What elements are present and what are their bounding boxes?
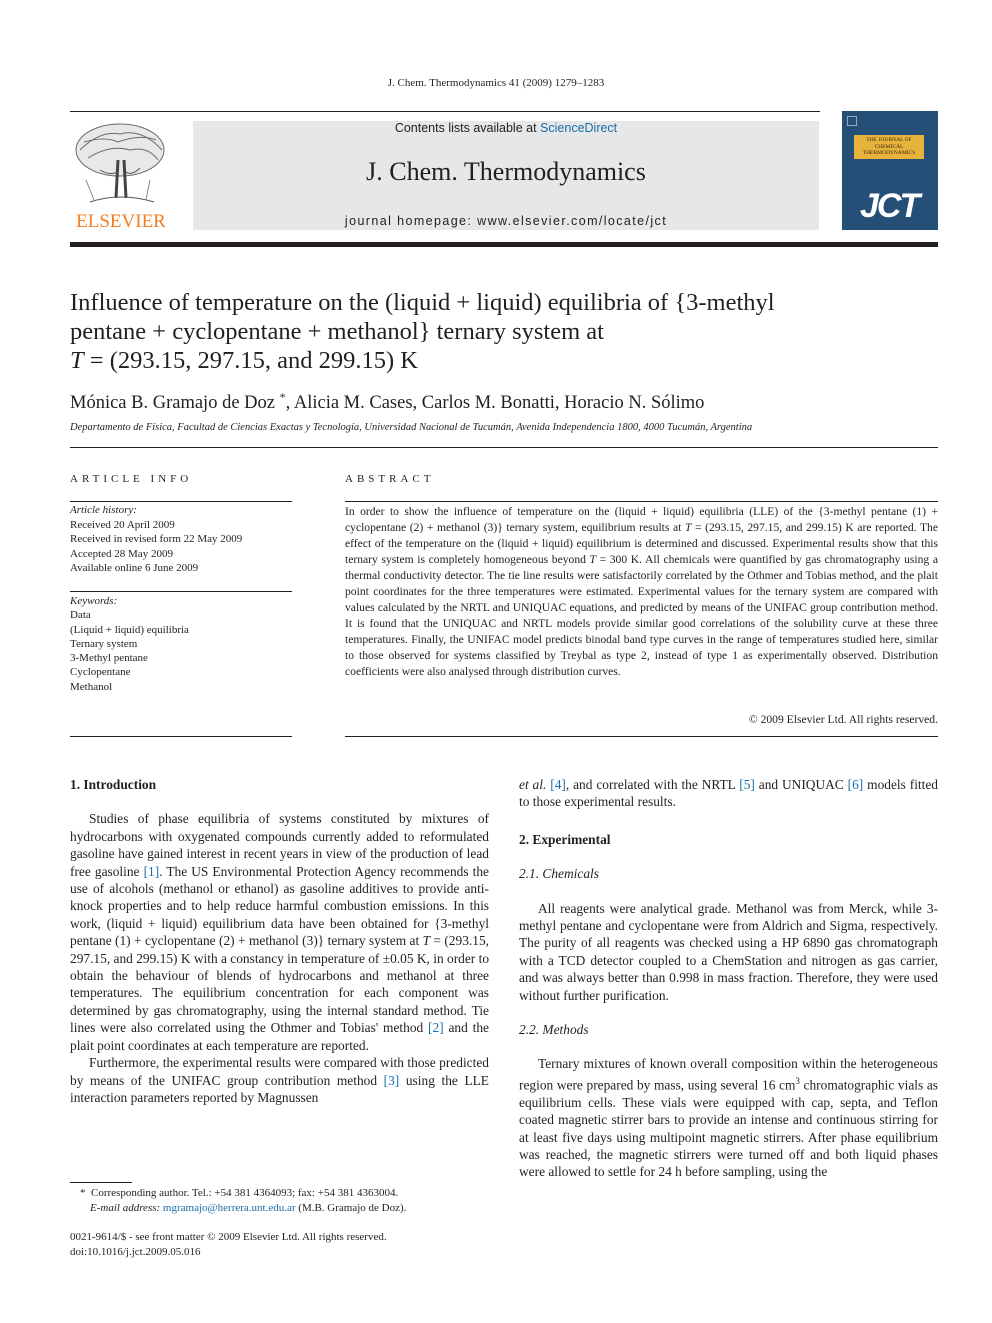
citation-link[interactable]: [2] (428, 1020, 444, 1036)
citation-link[interactable]: [1] (143, 863, 160, 879)
affiliation: Departamento de Física, Facultad de Ciencias Exactas y Tecnología, Universidad Nacional de Tucumán, Avenida Independencia 1800, 4000 Tucumán, Argentina (70, 422, 753, 433)
keyword-item: Data (70, 609, 91, 622)
abstract-text: In order to show the influence of temperature on the (liquid + liquid) equilibria (LLE) of the {3-methyl pentane (1) + cyclopentane (2) + methanol (3)} ternary system, equilibrium results at T = (293.15, 297.15, and 299.15) K are reported. The effect of the temperature on the (liquid + liquid) equilibrium is determined and discussed. Experimental results show that this ternary system is completely homogeneous beyond T = 300 K. All chemicals were quantified by gas chromatography using a thermal conductivity detector. The tie line results were satisfactorily correlated by the Othmer and Tobias method, and the plait point coordinates for the three temperatures were estimated. Experimental values for the ternary system are compared with values calculated by the NRTL and UNIQUAC equations, and predicted by means of the UNIFAC group contribution method. It is found that the UNIQUAC and NRTL models provide similar good correlations of the solubility curve at these three temperatures. Finally, the UNIFAC model predicts binodal band type curves in the range of temperatures studied here, similar to those observed for systems classified by Treybal as type 2, instead of type 1 as experimentally observed. Distribution coefficients were also analysed through distribution curves. (345, 505, 938, 678)
article-title: Influence of temperature on the (liquid + liquid) equilibria of {3-methyl pentane + cyclopentane + methanol} ternary system at T = (293.15, 297.15, and 299.15) K (70, 289, 775, 374)
sciencedirect-link[interactable]: ScienceDirect (540, 121, 618, 135)
citation-link[interactable]: [6] (847, 777, 864, 792)
abstract-rule (345, 501, 938, 502)
journal-cover[interactable] (842, 111, 938, 230)
citation-link[interactable]: [5] (739, 777, 755, 792)
article-info-rule (70, 501, 292, 502)
email-link[interactable]: mgramajo@herrera.unt.edu.ar (162, 1201, 296, 1214)
intro-paragraph-2: Furthermore, the experimental results were compared with those predicted by means of the UNIFAC group contribution method [3] using the LLE interaction parameters reported by Magnussen (70, 1055, 489, 1105)
subsection-heading-methods: 2.2. Methods (519, 1022, 589, 1038)
history-item: Received in revised form 22 May 2009 (70, 533, 243, 545)
intro-paragraph-2-continued: et al. [4], and correlated with the NRTL [5] and UNIQUAC [6] models fitted to those experimental results. (519, 777, 938, 810)
elsevier-wordmark: ELSEVIER (76, 211, 166, 232)
article-info-heading: ARTICLE INFO (70, 473, 193, 485)
affiliation-rule (70, 447, 938, 448)
chemicals-paragraph: All reagents were analytical grade. Methanol was from Merck, while 3-methyl pentane and cyclopentane were from Aldrich and Sigma, respectively. The purity of all reagents was checked using a HP 6890 gas chromatograph with a TCD detector coupled to a ChemStation and nitrogen as gas carrier, and was always better than 0.998 in mass fraction. Therefore, they were used without further purification. (519, 900, 938, 1003)
body-left-column (70, 776, 489, 1106)
abstract-copyright: © 2009 Elsevier Ltd. All rights reserved. (748, 713, 938, 726)
intro-paragraph-1: Studies of phase equilibria of systems constituted by mixtures of hydrocarbons with oxygenated compounds currently added to reformulated gasoline have gained interest in recent years in view of the production of lead free gasoline [1]. The US Environmental Protection Agency recommends the use of alcohols (methanol or ethanol) as gasoline additives to provide anti-knock properties and to help reduce harmful combustion emissions. In this work, (liquid + liquid) equilibrium data have been obtained for {3-methyl pentane (1) + cyclopentane (2) + methanol (3)} ternary system at T = (293.15, 297.15, and 299.15) K with a constancy in temperature of ±0.05 K, in order to obtain the behaviour of blends of hydrocarbons and methanol at three temperatures. The equilibrium concentration for each component was determined by gas chromatography, using the internal standard method. Tie lines were also correlated using the Othmer and Tobias' method [2] and the plait point coordinates at each temperature are reported. (70, 811, 490, 1053)
cover-jct-logo: JCT (860, 187, 919, 225)
citation-link[interactable]: [4] (550, 777, 566, 792)
author-primary: Mónica B. Gramajo de Doz (70, 393, 275, 414)
journal-name: J. Chem. Thermodynamics (366, 157, 646, 186)
footnote: * Corresponding author. Tel.: +54 381 4364093; fax: +54 381 4363004. E-mail address: mgramajo@herrera.unt.edu.ar (M.B. Gramajo de Doz). (80, 1187, 407, 1214)
keyword-item: Cyclopentane (70, 666, 131, 679)
keywords-rule (70, 591, 292, 592)
methods-paragraph: Ternary mixtures of known overall composition within the heterogeneous region were prepared by mass, using several 16 $cm^3$ chromatographic vials as equilibrium cells. These vials were equipped with cap, septa, and Teflon coated magnetic stirrer bars to provide an intense and continuous stirring for at least five days using multipoint magnetic stirrers. After phase equilibrium was reached, the magnetic stirrers were turned off and both liquid phases were allowed to settle for 24 h before sampling, using the (519, 1056, 938, 1180)
history-item: Available online 6 June 2009 (70, 562, 199, 574)
contents-available: Contents lists available at ScienceDirect (394, 121, 618, 135)
section-heading-experimental: 2. Experimental (519, 831, 611, 847)
body-right-column (519, 776, 938, 1181)
cover-title: THE JOURNAL OF CHEMICAL THERMODYNAMICS (854, 135, 924, 159)
section-heading-introduction: 1. Introduction (70, 777, 157, 792)
article-history: Article history: Received 20 April 2009 Received in revised form 22 May 2009 Accepted 28 May 2009 Available online 6 June 2009 (70, 503, 292, 576)
header-rule (70, 111, 820, 112)
elsevier-logo[interactable] (70, 120, 172, 232)
keyword-item: (Liquid + liquid) equilibria (70, 623, 189, 636)
journal-homepage[interactable]: journal homepage: www.elsevier.com/locate/jct (344, 214, 668, 228)
article-info-bottom-rule (70, 736, 292, 737)
journal-banner (193, 121, 819, 230)
issn-line: 0021-9614/$ - see front matter © 2009 Elsevier Ltd. All rights reserved. (70, 1231, 387, 1243)
cover-square-icon (847, 116, 857, 126)
page-footer (70, 1230, 490, 1259)
doi-line[interactable]: doi:10.1016/j.jct.2009.05.016 (70, 1245, 201, 1258)
corresponding-mark[interactable]: * (279, 390, 286, 404)
elsevier-tree-icon (70, 120, 172, 232)
history-item: Accepted 28 May 2009 (70, 547, 173, 560)
running-head: J. Chem. Thermodynamics 41 (2009) 1279–1283 (387, 77, 605, 89)
header-thick-rule (70, 242, 938, 247)
keyword-item: Methanol (70, 680, 113, 693)
citation-link[interactable]: [3] (383, 1072, 400, 1088)
history-item: Received 20 April 2009 (70, 518, 175, 531)
keyword-item: Ternary system (70, 637, 138, 650)
keywords: Keywords: Data (Liquid + liquid) equilibria Ternary system 3-Methyl pentane Cyclopentane Methanol (70, 594, 292, 694)
author-list: Mónica B. Gramajo de Doz *, Alicia M. Cases, Carlos M. Bonatti, Horacio N. Sólimo (70, 390, 705, 414)
abstract-heading: ABSTRACT (345, 473, 435, 485)
subsection-heading-chemicals: 2.1. Chemicals (519, 866, 599, 882)
abstract-bottom-rule (345, 736, 938, 737)
keyword-item: 3-Methyl pentane (70, 652, 148, 665)
footnote-rule (70, 1182, 132, 1183)
